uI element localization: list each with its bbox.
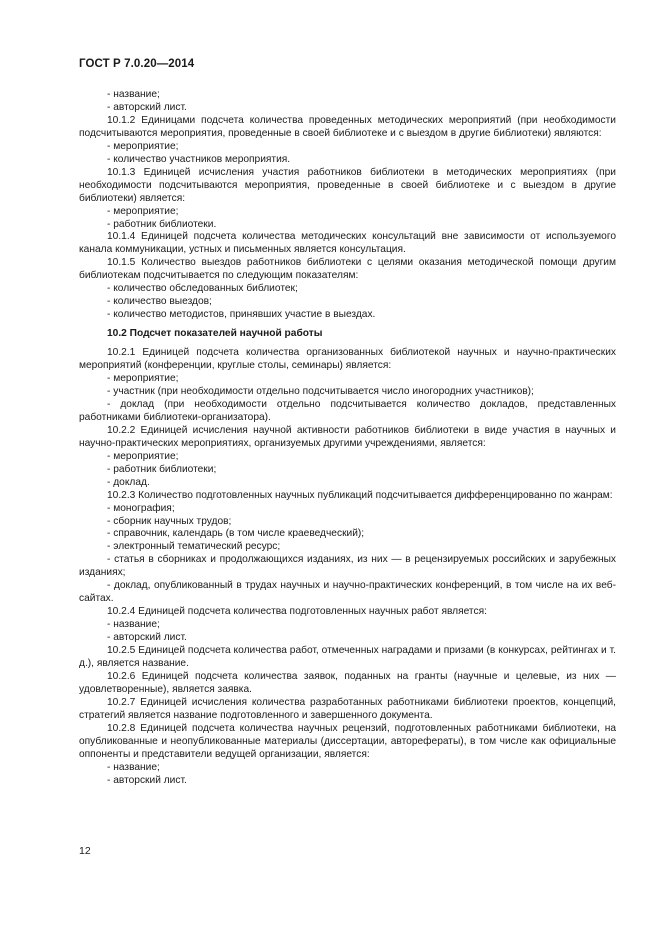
page-number: 12 [79,845,91,857]
paragraph: 10.1.2 Единицами подсчета количества проведенных методических мероприятий (при необходимости подсчитываются мероприятия, проведенные в своей библиотеке и с выездом в другие библиотеки) являются: [79,114,616,139]
list-item: - название; [107,89,160,100]
list-item: - количество обследованных библиотек; [107,283,298,295]
list-item: - название; [107,761,160,773]
list-item: - доклад. [107,476,150,488]
paragraph: 10.1.5 Количество выездов работников библиотеки с целями оказания методической помощи другим библиотекам подсчитывается по следующим показателям: [79,257,616,282]
list-item: - количество выездов; [107,296,212,308]
standard-header: ГОСТ Р 7.0.20—2014 [79,58,195,70]
list-item: - мероприятие; [107,205,179,217]
list-item: - монография; [107,502,175,514]
document-body [79,89,616,788]
paragraph: 10.2.8 Единицей подсчета количества научных рецензий, подготовленных работниками библиотеки, на опубликованные и неопубликованные материалы (диссертации, авторефераты), в том числе как официальные оппоненты и представители ведущей организации, является: [79,722,616,760]
paragraph: 10.2.1 Единицей подсчета количества организованных библиотекой научных и научно-практических мероприятий (конференции, круглые столы, семинары) является: [79,347,616,372]
paragraph: 10.2.5 Единицей подсчета количества работ, отмеченных наградами и призами (в конкурсах, рейтингах и т. д.), является название. [79,645,616,669]
list-item: - авторский лист. [107,101,187,113]
list-item: - количество участников мероприятия. [107,153,291,165]
list-item: - доклад (при необходимости отдельно подсчитывается количество докладов, представленных работниками библиотеки-организатора). [79,398,616,423]
paragraph: 10.2.4 Единицей подсчета количества подготовленных научных работ является: [107,606,487,618]
list-item: - работник библиотеки. [107,218,217,230]
section-heading: 10.2 Подсчет показателей научной работы [107,328,323,340]
paragraph: 10.1.3 Единицей исчисления участия работников библиотеки в методических мероприятиях (при необходимости подсчитываются мероприятия, проведенные в своей библиотеке и с выездом в другие библиотеки) является: [79,166,616,204]
list-item: - статья в сборниках и продолжающихся изданиях, из них — в рецензируемых российских и зарубежных изданиях; [79,554,616,579]
paragraph: 10.2.7 Единицей исчисления количества разработанных работниками библиотеки проектов, концепций, стратегий является название подготовленного и завершенного документа. [79,696,616,721]
list-item: - участник (при необходимости отдельно подсчитывается число иногородних участников); [107,385,534,397]
list-item: - мероприятие; [107,373,179,385]
list-item: - справочник, календарь (в том числе краеведческий); [107,528,365,540]
list-item: - мероприятие; [107,450,179,462]
list-item: - название; [107,619,160,631]
paragraph: 10.1.4 Единицей подсчета количества методических консультаций вне зависимости от используемого канала коммуникации, устных и письменных является консультация. [79,231,616,256]
list-item: - авторский лист. [107,774,187,786]
list-item: - авторский лист. [107,632,187,644]
list-item: - количество методистов, принявших участие в выездах. [107,309,376,321]
paragraph: 10.2.2 Единицей исчисления научной активности работников библиотеки в виде участия в научных и научно-практических мероприятиях, организуемых другими учреждениями, является: [79,424,616,449]
list-item: - сборник научных трудов; [107,515,232,527]
paragraph: 10.2.6 Единицей подсчета количества заявок, поданных на гранты (научные и целевые, из них — удовлетворенные), является заявка. [79,670,616,695]
list-item: - мероприятие; [107,140,179,152]
paragraph: 10.2.3 Количество подготовленных научных публикаций подсчитывается дифференцированно по жанрам: [107,489,613,501]
list-item: - доклад, опубликованный в трудах научных и научно-практических конференций, в том числе на их веб-сайтах. [79,580,616,605]
list-item: - работник библиотеки; [107,463,217,475]
list-item: - электронный тематический ресурс; [107,541,281,553]
